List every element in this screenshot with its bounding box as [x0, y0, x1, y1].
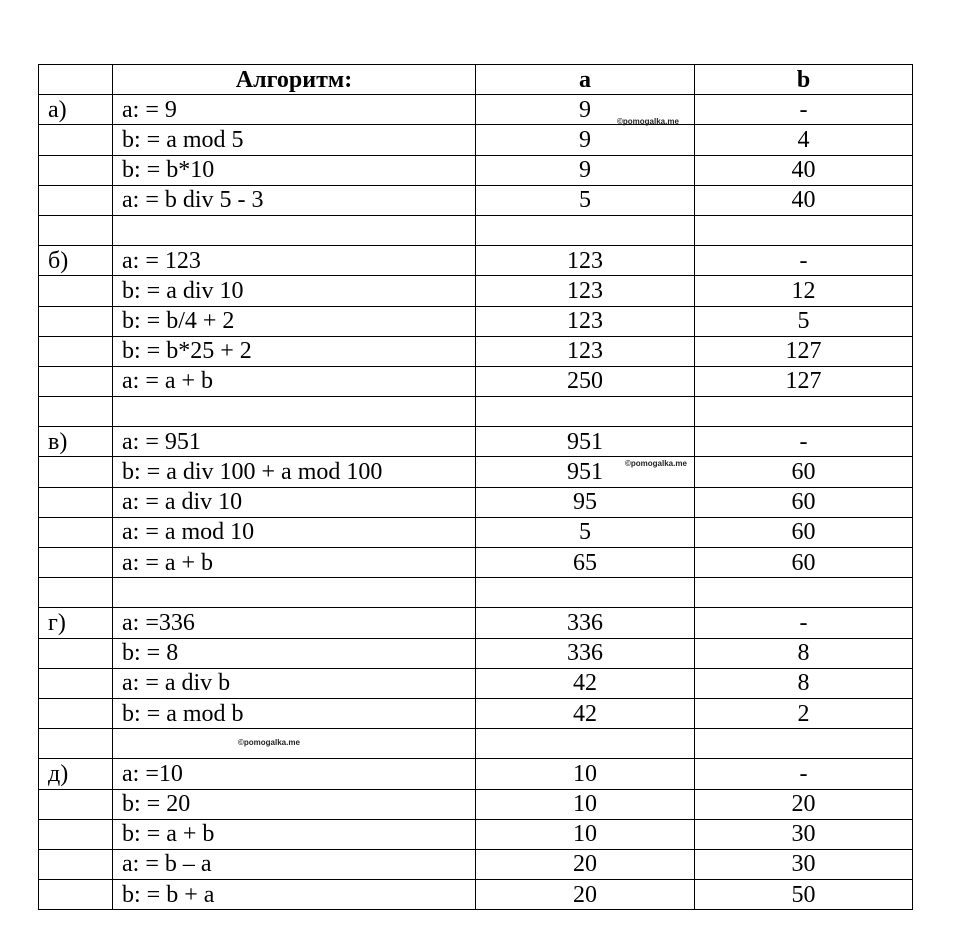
- algorithm-step: a: = a + b: [113, 548, 476, 578]
- table-row: [39, 306, 913, 336]
- table-row: [39, 276, 913, 306]
- value-b: [695, 729, 913, 759]
- header-b: b: [695, 65, 913, 95]
- algorithm-step: a: = a div 10: [113, 487, 476, 517]
- value-a: 123: [476, 306, 695, 336]
- value-b: -: [695, 246, 913, 276]
- table-row: [39, 517, 913, 547]
- algorithm-step: [113, 215, 476, 245]
- table-row: [39, 789, 913, 819]
- table-row: [39, 397, 913, 427]
- table-header-row: [39, 65, 913, 95]
- value-b: 60: [695, 517, 913, 547]
- row-label: в): [39, 427, 113, 457]
- value-b: 127: [695, 366, 913, 396]
- algorithm-step: a: = 123: [113, 246, 476, 276]
- algorithm-step: a: = 951: [113, 427, 476, 457]
- value-a: 123: [476, 336, 695, 366]
- row-label: [39, 819, 113, 849]
- value-a: 9: [476, 95, 695, 125]
- value-b: 60: [695, 457, 913, 487]
- algorithm-step: [113, 578, 476, 608]
- value-a: [476, 578, 695, 608]
- value-a: 95: [476, 487, 695, 517]
- value-a: 42: [476, 668, 695, 698]
- row-label: [39, 336, 113, 366]
- value-b: 20: [695, 789, 913, 819]
- value-a: 10: [476, 819, 695, 849]
- value-a: 336: [476, 638, 695, 668]
- value-b: 8: [695, 638, 913, 668]
- algorithm-step: b: = b + a: [113, 880, 476, 910]
- algorithm-step: [113, 397, 476, 427]
- row-label: [39, 548, 113, 578]
- row-label: [39, 638, 113, 668]
- header-label: [39, 65, 113, 95]
- value-b: 127: [695, 336, 913, 366]
- value-b: 4: [695, 125, 913, 155]
- value-a: 10: [476, 789, 695, 819]
- table-row: [39, 880, 913, 910]
- algorithm-step: a: = b div 5 - 3: [113, 185, 476, 215]
- table-row: [39, 125, 913, 155]
- value-a: 42: [476, 698, 695, 728]
- algorithm-step: b: = a + b: [113, 819, 476, 849]
- table-row: [39, 95, 913, 125]
- value-b: 5: [695, 306, 913, 336]
- table-row: [39, 548, 913, 578]
- value-b: -: [695, 427, 913, 457]
- algorithm-step: a: = a + b: [113, 366, 476, 396]
- value-a: 5: [476, 517, 695, 547]
- value-a: [476, 729, 695, 759]
- algorithm-step: b: = b*10: [113, 155, 476, 185]
- row-label: г): [39, 608, 113, 638]
- algorithm-table-container: [38, 64, 913, 910]
- algorithm-step: a: = a div b: [113, 668, 476, 698]
- table-row: [39, 215, 913, 245]
- value-a: 5: [476, 185, 695, 215]
- row-label: [39, 729, 113, 759]
- value-a: 20: [476, 880, 695, 910]
- row-label: [39, 185, 113, 215]
- row-label: [39, 578, 113, 608]
- value-b: -: [695, 608, 913, 638]
- value-b: 50: [695, 880, 913, 910]
- table-row: [39, 155, 913, 185]
- value-b: 8: [695, 668, 913, 698]
- watermark: ©pomogalka.me: [625, 459, 687, 468]
- algorithm-step: b: = b*25 + 2: [113, 336, 476, 366]
- header-a: a: [476, 65, 695, 95]
- table-row: [39, 427, 913, 457]
- value-a: 250: [476, 366, 695, 396]
- watermark: ©pomogalka.me: [617, 117, 679, 126]
- value-a: 951: [476, 427, 695, 457]
- row-label: [39, 366, 113, 396]
- header-algorithm: Алгоритм:: [113, 65, 476, 95]
- value-b: 30: [695, 819, 913, 849]
- table-row: [39, 759, 913, 789]
- algorithm-step: a: = 9: [113, 95, 476, 125]
- value-a: 65: [476, 548, 695, 578]
- value-b: -: [695, 759, 913, 789]
- table-row: [39, 698, 913, 728]
- value-a: 20: [476, 849, 695, 879]
- value-b: 40: [695, 185, 913, 215]
- row-label: [39, 849, 113, 879]
- value-b: -: [695, 95, 913, 125]
- value-b: [695, 578, 913, 608]
- row-label: [39, 668, 113, 698]
- value-b: 60: [695, 548, 913, 578]
- value-a: 10: [476, 759, 695, 789]
- row-label: б): [39, 246, 113, 276]
- table-row: [39, 819, 913, 849]
- table-row: [39, 487, 913, 517]
- value-a: 9: [476, 155, 695, 185]
- algorithm-step: a: =10: [113, 759, 476, 789]
- value-b: [695, 397, 913, 427]
- table-row: [39, 608, 913, 638]
- value-a: 951: [476, 457, 695, 487]
- table-body: [39, 95, 913, 910]
- table-row: [39, 366, 913, 396]
- table-row: [39, 638, 913, 668]
- watermark: ©pomogalka.me: [238, 738, 300, 747]
- row-label: а): [39, 95, 113, 125]
- algorithm-step: a: = a mod 10: [113, 517, 476, 547]
- row-label: [39, 487, 113, 517]
- row-label: [39, 276, 113, 306]
- row-label: [39, 457, 113, 487]
- table-row: [39, 246, 913, 276]
- algorithm-table: [38, 64, 913, 910]
- algorithm-step: b: = 20: [113, 789, 476, 819]
- value-a: 336: [476, 608, 695, 638]
- algorithm-step: a: = b – a: [113, 849, 476, 879]
- value-a: 9: [476, 125, 695, 155]
- value-a: [476, 215, 695, 245]
- algorithm-step: b: = a div 100 + a mod 100: [113, 457, 476, 487]
- table-row: [39, 578, 913, 608]
- row-label: д): [39, 759, 113, 789]
- row-label: [39, 789, 113, 819]
- algorithm-step: b: = 8: [113, 638, 476, 668]
- value-a: 123: [476, 246, 695, 276]
- table-row: [39, 185, 913, 215]
- table-row: [39, 849, 913, 879]
- table-row: [39, 336, 913, 366]
- table-row: [39, 729, 913, 759]
- value-a: [476, 397, 695, 427]
- row-label: [39, 215, 113, 245]
- algorithm-step: b: = a mod 5: [113, 125, 476, 155]
- algorithm-step: a: =336: [113, 608, 476, 638]
- algorithm-step: b: = a mod b: [113, 698, 476, 728]
- row-label: [39, 155, 113, 185]
- row-label: [39, 397, 113, 427]
- value-b: 30: [695, 849, 913, 879]
- table-row: [39, 668, 913, 698]
- algorithm-step: b: = b/4 + 2: [113, 306, 476, 336]
- value-b: [695, 215, 913, 245]
- value-b: 12: [695, 276, 913, 306]
- row-label: [39, 698, 113, 728]
- value-b: 2: [695, 698, 913, 728]
- value-a: 123: [476, 276, 695, 306]
- row-label: [39, 517, 113, 547]
- value-b: 60: [695, 487, 913, 517]
- row-label: [39, 306, 113, 336]
- row-label: [39, 125, 113, 155]
- value-b: 40: [695, 155, 913, 185]
- row-label: [39, 880, 113, 910]
- algorithm-step: b: = a div 10: [113, 276, 476, 306]
- table-row: [39, 457, 913, 487]
